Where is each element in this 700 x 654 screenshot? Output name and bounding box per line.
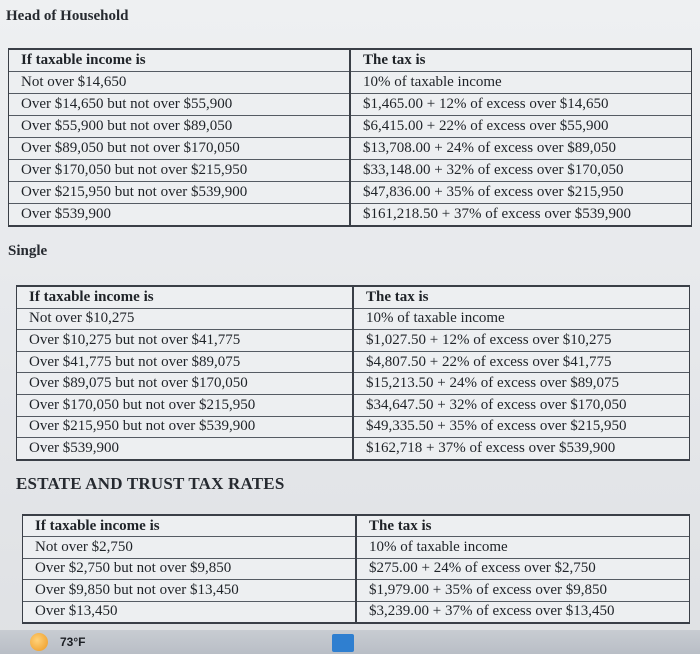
table-cell: Over $215,950 but not over $539,900 xyxy=(9,182,349,204)
taskbar xyxy=(0,630,700,654)
income-column xyxy=(8,50,350,225)
table-cell: $49,335.50 + 35% of excess over $215,950 xyxy=(354,417,689,439)
table-cell: $6,415.00 + 22% of excess over $55,900 xyxy=(351,116,691,138)
section-title-estate-trust: ESTATE AND TRUST TAX RATES xyxy=(16,474,285,493)
table-cell: $15,213.50 + 24% of excess over $89,075 xyxy=(354,373,689,395)
table-cell: Not over $10,275 xyxy=(17,309,352,331)
table-cell: $3,239.00 + 37% of excess over $13,450 xyxy=(369,603,615,620)
table-cell: Over $89,075 but not over $170,050 xyxy=(17,373,352,395)
table-cell: 10% of taxable income xyxy=(357,537,689,558)
table-cell: $161,218.50 + 37% of excess over $539,900 xyxy=(363,206,632,222)
section-title-single: Single xyxy=(8,243,48,259)
section-title-head-of-household: Head of Household xyxy=(6,8,129,24)
tax-column xyxy=(350,50,692,225)
table-cell: $34,647.50 + 32% of excess over $170,050 xyxy=(354,395,689,417)
tax-column xyxy=(353,287,690,459)
table-header: The tax is xyxy=(357,516,689,537)
table-header: If taxable income is xyxy=(9,50,349,72)
sun-icon[interactable] xyxy=(30,633,48,651)
app-icon[interactable] xyxy=(332,634,354,652)
table-cell: $275.00 + 24% of excess over $2,750 xyxy=(357,559,689,580)
table-head-of-household xyxy=(8,48,692,227)
table-cell: $33,148.00 + 32% of excess over $170,050 xyxy=(351,160,691,182)
income-column xyxy=(22,516,356,622)
income-column xyxy=(16,287,353,459)
table-cell: Over $10,275 but not over $41,775 xyxy=(17,330,352,352)
table-cell: $162,718 + 37% of excess over $539,900 xyxy=(366,439,616,456)
table-cell: $47,836.00 + 35% of excess over $215,950 xyxy=(351,182,691,204)
table-header: If taxable income is xyxy=(17,287,352,309)
table-cell: Over $41,775 but not over $89,075 xyxy=(17,352,352,374)
table-cell: $4,807.50 + 22% of excess over $41,775 xyxy=(354,352,689,374)
table-cell: Over $170,050 but not over $215,950 xyxy=(9,160,349,182)
table-estate-trust xyxy=(22,514,690,624)
table-header: If taxable income is xyxy=(23,516,355,537)
weather-temperature[interactable]: 73°F xyxy=(60,635,86,649)
table-cell: $1,465.00 + 12% of excess over $14,650 xyxy=(351,94,691,116)
table-cell: Not over $2,750 xyxy=(23,537,355,558)
table-cell: Over $170,050 but not over $215,950 xyxy=(17,395,352,417)
table-header: The tax is xyxy=(354,287,689,309)
table-cell: Over $89,050 but not over $170,050 xyxy=(9,138,349,160)
table-cell: Over $2,750 but not over $9,850 xyxy=(23,559,355,580)
table-cell: Over $13,450 xyxy=(35,603,118,620)
table-single xyxy=(16,285,690,461)
table-cell: Over $215,950 but not over $539,900 xyxy=(17,417,352,439)
table-cell: $1,027.50 + 12% of excess over $10,275 xyxy=(354,330,689,352)
table-cell: $13,708.00 + 24% of excess over $89,050 xyxy=(351,138,691,160)
table-cell: Over $539,900 xyxy=(29,439,119,456)
table-cell: 10% of taxable income xyxy=(354,309,689,331)
table-cell: Over $14,650 but not over $55,900 xyxy=(9,94,349,116)
table-cell: Over $539,900 xyxy=(21,206,111,222)
tax-column xyxy=(356,516,690,622)
table-header: The tax is xyxy=(351,50,691,72)
table-cell: $1,979.00 + 35% of excess over $9,850 xyxy=(357,580,689,601)
table-cell: 10% of taxable income xyxy=(351,72,691,94)
table-cell: Not over $14,650 xyxy=(9,72,349,94)
table-cell: Over $9,850 but not over $13,450 xyxy=(23,580,355,601)
table-cell: Over $55,900 but not over $89,050 xyxy=(9,116,349,138)
